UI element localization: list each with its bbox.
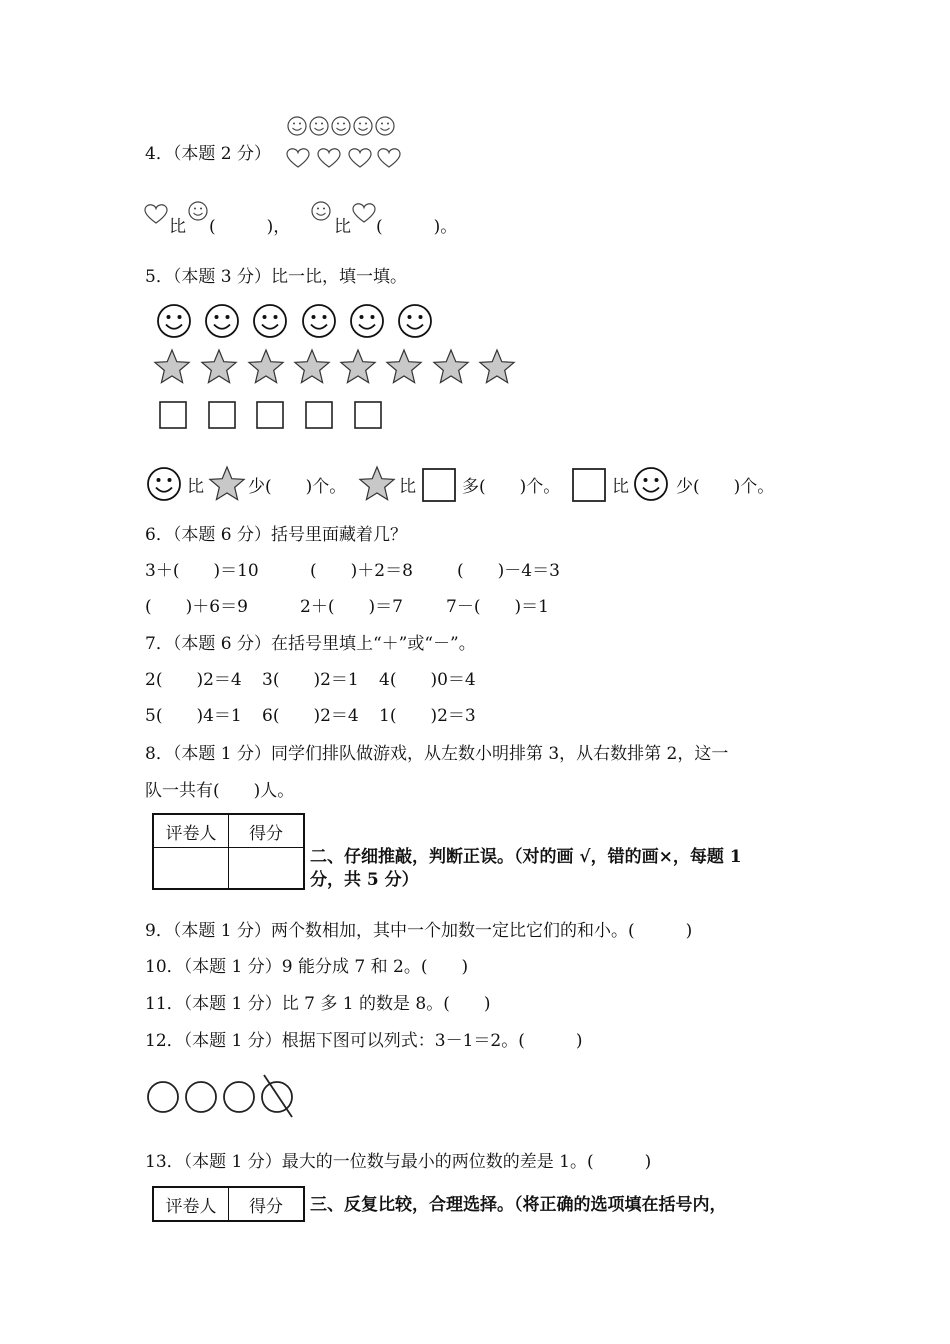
q8-line1: 8．（本题 1 分）同学们排队做游戏，从左数小明排第 3，从右数排第 2，这一	[145, 744, 729, 764]
smiley-icon	[332, 117, 350, 135]
q5-blank[interactable]: 少( )个。	[676, 477, 775, 497]
heart-icon	[318, 149, 340, 167]
star-icon	[480, 350, 514, 383]
grader-table	[152, 813, 305, 890]
grader-label: 评卷人	[153, 814, 229, 848]
q7-equation[interactable]: 5( )4＝1	[145, 706, 242, 726]
q7-equation[interactable]: 1( )2＝3	[379, 706, 476, 726]
q6-equation[interactable]: ( )＋6＝9	[145, 597, 248, 617]
smiley-icon	[310, 117, 328, 135]
q5-title: 5．（本题 3 分）比一比，填一填。	[145, 267, 407, 287]
heart-icon	[378, 149, 400, 167]
smiley-icon	[376, 117, 394, 135]
circle-icon	[148, 1082, 178, 1112]
q6-title: 6．（本题 6 分）括号里面藏着几？	[145, 525, 407, 545]
smiley-icon	[254, 305, 286, 337]
smiley-icon	[206, 305, 238, 337]
star-icon	[155, 350, 189, 383]
star-icon	[249, 350, 283, 383]
smiley-icon	[310, 200, 332, 222]
star-icon	[202, 350, 236, 383]
circle-diagram	[144, 1075, 304, 1119]
q6-equation[interactable]: 3＋( )＝10	[145, 561, 259, 581]
q4-blank[interactable]: ( )，	[209, 217, 291, 237]
square-icon	[209, 402, 235, 428]
heart-icon	[287, 149, 309, 167]
square-icon	[306, 402, 332, 428]
square-icon	[355, 402, 381, 428]
score-label: 得分	[229, 814, 305, 848]
square-icon	[570, 466, 608, 504]
square-row	[150, 396, 390, 436]
q7-equation[interactable]: 2( )2＝4	[145, 670, 242, 690]
q13-text[interactable]: 13．（本题 1 分）最大的一位数与最小的两位数的差是 1。( )	[145, 1152, 652, 1172]
square-icon	[160, 402, 186, 428]
q9-text[interactable]: 9．（本题 1 分）两个数相加，其中一个加数一定比它们的和小。( )	[145, 921, 693, 941]
grader-cell[interactable]	[153, 848, 229, 890]
q5-text: 比	[187, 477, 204, 497]
q6-equation[interactable]: 2＋( )＝7	[300, 597, 403, 617]
q5-text: 比	[612, 477, 629, 497]
q7-equation[interactable]: 4( )0＝4	[379, 670, 476, 690]
crossed-circle-icon	[262, 1082, 292, 1112]
smiley-icon	[145, 465, 183, 503]
star-icon	[295, 350, 329, 383]
section3-heading: 三、反复比较，合理选择。（将正确的选项填在括号内，	[310, 1195, 727, 1215]
grader-table	[152, 1186, 305, 1222]
square-icon	[420, 466, 458, 504]
heart-icon	[349, 149, 371, 167]
score-label: 得分	[229, 1187, 305, 1221]
q4-text: 比	[169, 217, 186, 237]
smiley-icon	[187, 200, 209, 222]
smiley-icon	[158, 305, 190, 337]
q4-text: 比	[334, 217, 351, 237]
circle-icon	[186, 1082, 216, 1112]
star-icon	[341, 350, 375, 383]
star-icon	[358, 464, 396, 502]
star-row	[150, 346, 530, 390]
q5-blank[interactable]: 少( )个。	[248, 477, 347, 497]
smiley-icon	[632, 465, 670, 503]
circle-icon	[224, 1082, 254, 1112]
smiley-icon	[288, 117, 306, 135]
q5-text: 比	[399, 477, 416, 497]
q8-line2[interactable]: 队一共有( )人。	[145, 781, 295, 801]
section2-heading: 二、仔细推敲，判断正误。（对的画 √，错的画×，每题 1	[310, 847, 742, 867]
q6-equation[interactable]: ( )－4＝3	[457, 561, 560, 581]
q6-equation[interactable]: 7－( )＝1	[446, 597, 549, 617]
smiley-icon	[303, 305, 335, 337]
star-icon	[434, 350, 468, 383]
smiley-row-icon	[286, 114, 401, 138]
heart-row-icon	[285, 146, 405, 172]
q4-blank[interactable]: ( )。	[376, 217, 458, 237]
smiley-icon	[399, 305, 431, 337]
q6-equation[interactable]: ( )＋2＝8	[310, 561, 413, 581]
q11-text[interactable]: 11．（本题 1 分）比 7 多 1 的数是 8。( )	[145, 994, 491, 1014]
smiley-row	[150, 300, 450, 344]
section2-heading: 分，共 5 分）	[310, 870, 419, 890]
smiley-icon	[351, 305, 383, 337]
score-cell[interactable]	[229, 848, 305, 890]
q7-title: 7．（本题 6 分）在括号里填上“＋”或“－”。	[145, 634, 476, 654]
q4-number: 4．（本题 2 分）	[145, 144, 271, 164]
star-icon	[208, 464, 246, 502]
q12-text[interactable]: 12．（本题 1 分）根据下图可以列式：3－1＝2。( )	[145, 1031, 583, 1051]
square-icon	[257, 402, 283, 428]
heart-icon	[352, 202, 376, 226]
smiley-icon	[354, 117, 372, 135]
heart-icon	[144, 203, 168, 227]
q5-blank[interactable]: 多( )个。	[462, 477, 561, 497]
q7-equation[interactable]: 3( )2＝1	[262, 670, 359, 690]
star-icon	[387, 350, 421, 383]
grader-label: 评卷人	[153, 1187, 229, 1221]
q7-equation[interactable]: 6( )2＝4	[262, 706, 359, 726]
q10-text[interactable]: 10．（本题 1 分）9 能分成 7 和 2。( )	[145, 957, 469, 977]
